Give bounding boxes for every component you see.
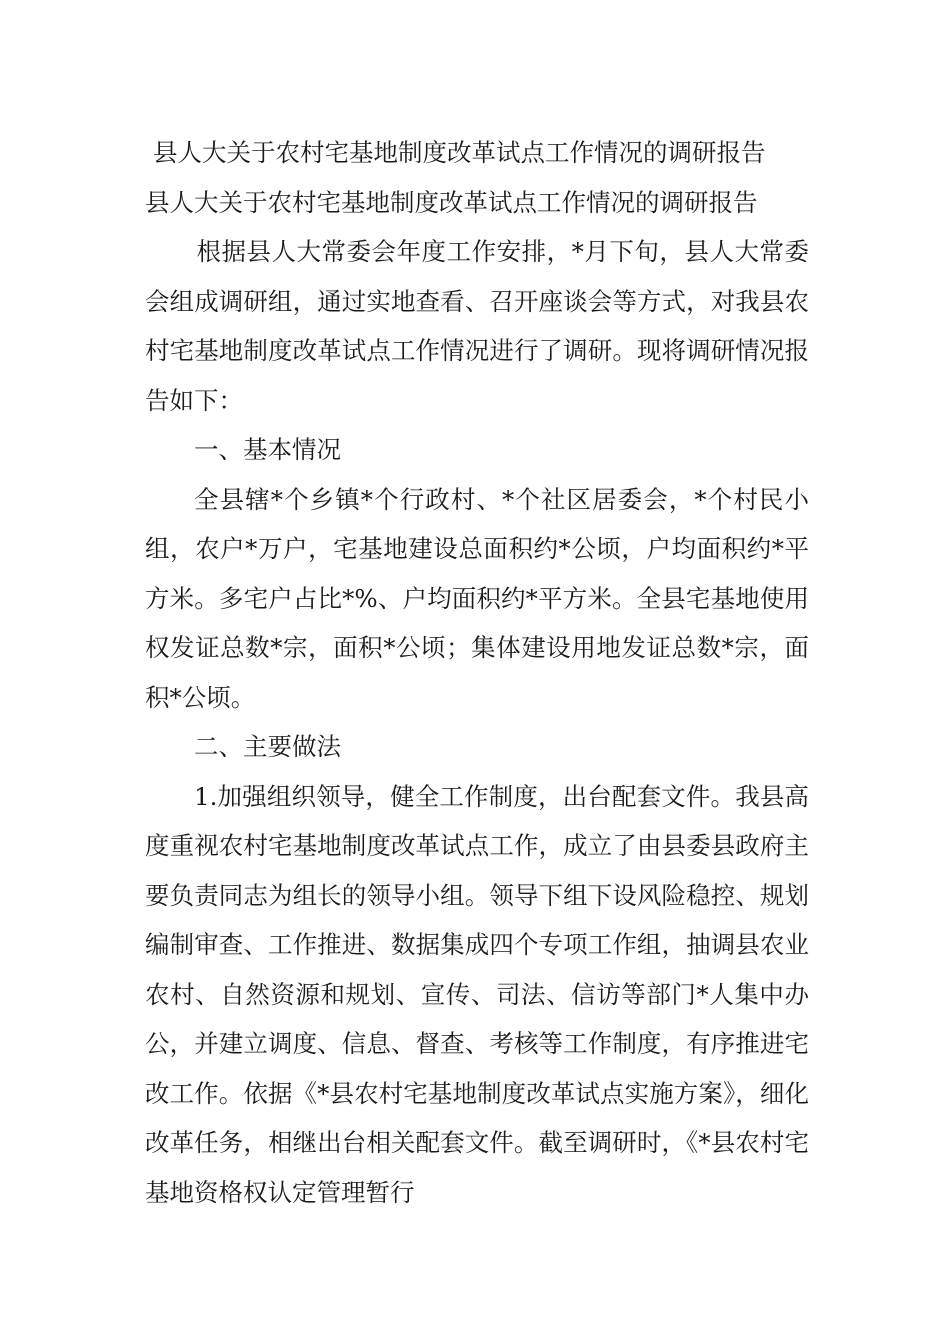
intro-paragraph: 根据县人大常委会年度工作安排，*月下旬，县人大常委会组成调研组，通过实地查看、召开座谈会等方式，对我县农村宅基地制度改革试点工作情况进行了调研。现将调研情况报告如下： xyxy=(145,237,809,415)
basic-situation-paragraph: 全县辖*个乡镇*个行政村、*个社区居委会，*个村民小组，农户*万户，宅基地建设总面积约*公顷，户均面积约*平方米。多宅户占比*%、户均面积约*平方米。全县宅基地使用权发证总数*宗，面积*公顷；集体建设用地发证总数*宗，面积*公顷。 xyxy=(145,484,809,712)
section-heading-basic-situation: 一、基本情况 xyxy=(194,435,341,464)
section-heading-main-practices: 二、主要做法 xyxy=(194,732,341,761)
document-title-repeat: 县人大关于农村宅基地制度改革试点工作情况的调研报告 xyxy=(145,187,758,217)
document-body xyxy=(145,128,809,1217)
document-title: 县人大关于农村宅基地制度改革试点工作情况的调研报告 xyxy=(153,138,766,167)
main-practices-item-1: 1.加强组织领导，健全工作制度，出台配套文件。我县高度重视农村宅基地制度改革试点工作，成立了由县委县政府主要负责同志为组长的领导小组。领导下组下设风险稳控、规划编制审查、工作推进、数据集成四个专项工作组，抽调县农业农村、自然资源和规划、宣传、司法、信访等部门*人集中办公，并建立调度、信息、督查、考核等工作制度，有序推进宅改工作。依据《*县农村宅基地制度改革试点实施方案》，细化改革任务，相继出台相关配套文件。截至调研时，《*县农村宅基地资格权认定管理暂行 xyxy=(145,781,809,1207)
